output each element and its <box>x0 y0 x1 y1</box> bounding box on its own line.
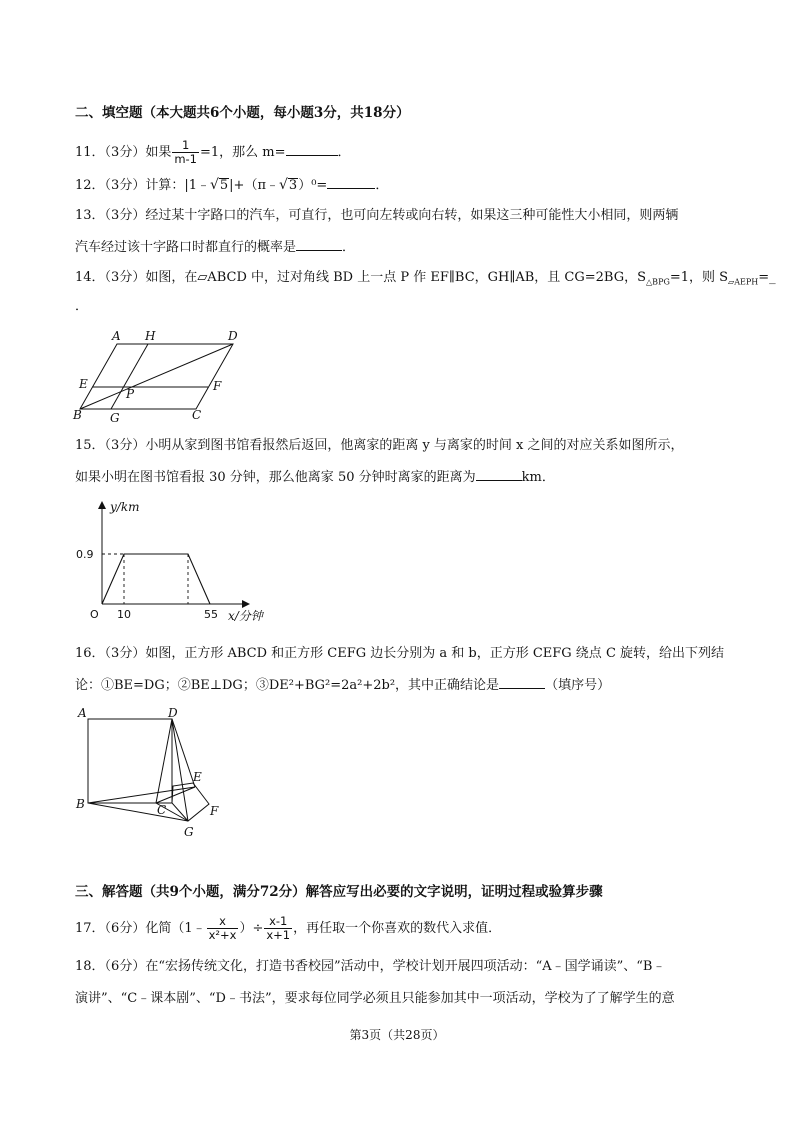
label-d: D <box>168 706 178 720</box>
q14-dot: ． <box>75 299 89 314</box>
label-c: C <box>157 803 167 817</box>
question-15-line-2 <box>75 468 555 487</box>
label-h: H <box>145 329 156 343</box>
label-g: G <box>110 411 120 425</box>
label-a: A <box>78 706 87 720</box>
figure-15-graph <box>70 496 280 631</box>
question-14 <box>75 269 776 292</box>
label-f: F <box>210 804 219 818</box>
q12-end: ． <box>375 178 389 193</box>
figure-16-squares <box>70 703 240 843</box>
sqrt-icon: √ <box>279 177 288 193</box>
q17-fraction-2 <box>264 915 292 942</box>
q14-text: 14．（3分）如图，在▱ABCD 中，过对角线 BD 上一点 P 作 EF∥BC，GH∥AB，且 CG=2BG，S <box>75 270 647 285</box>
q17-suffix: ，再任取一个你喜欢的数代入求值． <box>293 921 502 936</box>
origin-label: O <box>90 608 99 621</box>
label-d: D <box>228 329 238 343</box>
q13-answer-blank <box>296 238 342 251</box>
square-abcd <box>88 719 172 803</box>
section-3-title: 三、解答题（共9个小题，满分72分）解答应写出必要的文字说明，证明过程或验算步骤 <box>75 884 603 900</box>
label-g: G <box>184 825 194 839</box>
q16-text: 论：①BE=DG；②BE⊥DG；③DE²+BG²=2a²+2b²，其中正确结论是 <box>75 678 500 693</box>
q14-sub-1: △BPG <box>646 277 670 287</box>
question-17 <box>75 915 501 942</box>
question-18-line-2: 演讲”、“C﹣课本剧”、“D﹣书法”，要求每位同学必须且只能参加其中一项活动，学校为了了解学生的意 <box>75 991 675 1006</box>
q14-mid: =1，则 S <box>669 270 729 285</box>
x-axis-label: x/分钟 <box>228 609 263 623</box>
q17-prefix: 17．（6分）化简（1﹣ <box>75 921 206 936</box>
q15-end: km． <box>521 470 555 485</box>
q16-end: （填序号） <box>545 678 611 693</box>
q11-end: ． <box>337 145 351 160</box>
question-13-line-2 <box>75 238 355 257</box>
label-f: F <box>213 379 222 393</box>
q15-answer-blank <box>476 468 522 481</box>
q16-answer-blank <box>499 676 545 689</box>
question-11 <box>75 139 351 166</box>
q11-numerator: 1 <box>182 138 190 152</box>
q12-prefix: 12．（3分）计算：|1﹣ <box>75 178 210 193</box>
question-15-line-1: 15．（3分）小明从家到图书馆看报然后返回，他离家的距离 y 与离家的时间 x 之间的对应关系如图所示， <box>75 438 684 453</box>
label-e: E <box>79 377 88 391</box>
q12-mid: |+（π﹣ <box>229 178 279 193</box>
distance-time-line <box>102 554 210 604</box>
q11-prefix: 11．（3分）如果 <box>75 145 172 160</box>
label-e: E <box>193 770 202 784</box>
segment-de <box>172 719 195 787</box>
diagonal-bd <box>80 344 233 409</box>
section-2-title: 二、填空题（本大题共6个小题，每小题3分，共18分） <box>75 105 410 121</box>
y-tick-label: 0.9 <box>76 548 94 561</box>
question-12 <box>75 176 388 195</box>
question-18-line-1: 18．（6分）在“宏扬传统文化，打造书香校园”活动中，学校计划开展四项活动：“A﹣国学诵读”、“B﹣ <box>75 959 666 974</box>
x-axis-arrow-icon <box>242 600 250 608</box>
label-c: C <box>192 408 202 422</box>
q11-suffix: =1，那么 m= <box>200 145 286 160</box>
q17-denominator-2: x+1 <box>266 928 291 942</box>
figure-14-parallelogram <box>70 326 250 426</box>
q12-suffix: ）⁰= <box>298 178 328 193</box>
y-axis-arrow-icon <box>98 501 106 509</box>
label-b: B <box>76 797 85 811</box>
q17-fraction-1 <box>207 915 239 942</box>
q13-end: ． <box>342 240 356 255</box>
segment-ce <box>156 787 195 803</box>
q12-answer-blank <box>327 176 375 189</box>
q13-text: 汽车经过该十字路口时都直行的概率是 <box>75 240 297 255</box>
q17-numerator-1: x <box>219 914 226 928</box>
q15-text: 如果小明在图书馆看报 30 分钟，那么他离家 50 分钟时离家的距离为 <box>75 470 476 485</box>
question-16-line-1: 16．（3分）如图，正方形 ABCD 和正方形 CEFG 边长分别为 a 和 b，正方形 CEFG 绕点 C 旋转，给出下列结 <box>75 646 725 661</box>
question-16-line-2 <box>75 676 610 695</box>
q12-radicand-1: 5 <box>219 178 229 193</box>
sqrt-icon: √ <box>209 177 219 193</box>
q17-mid: ）÷ <box>239 921 264 936</box>
q12-radicand-2: 3 <box>288 178 298 193</box>
page-footer: 第3页（共28页） <box>349 1028 445 1042</box>
y-axis-label: y/km <box>110 500 140 514</box>
q14-sub-2: ▱AEPH <box>728 277 759 287</box>
x-tick-label-2: 55 <box>204 608 218 621</box>
label-a: A <box>112 329 121 343</box>
x-tick-label-1: 10 <box>117 608 131 621</box>
q17-numerator-2: x-1 <box>269 914 288 928</box>
q14-end: =_ <box>758 270 776 285</box>
label-b: B <box>73 408 82 422</box>
q11-denominator: m-1 <box>174 152 197 166</box>
q11-fraction <box>172 139 199 166</box>
q11-answer-blank <box>286 143 338 156</box>
label-p: P <box>126 387 135 401</box>
q17-denominator-1: x²+x <box>208 928 237 942</box>
question-13-line-1: 13．（3分）经过某十字路口的汽车，可直行，也可向左转或向右转，如果这三种可能性大小相同，则两辆 <box>75 208 679 223</box>
segment-be <box>88 787 195 803</box>
